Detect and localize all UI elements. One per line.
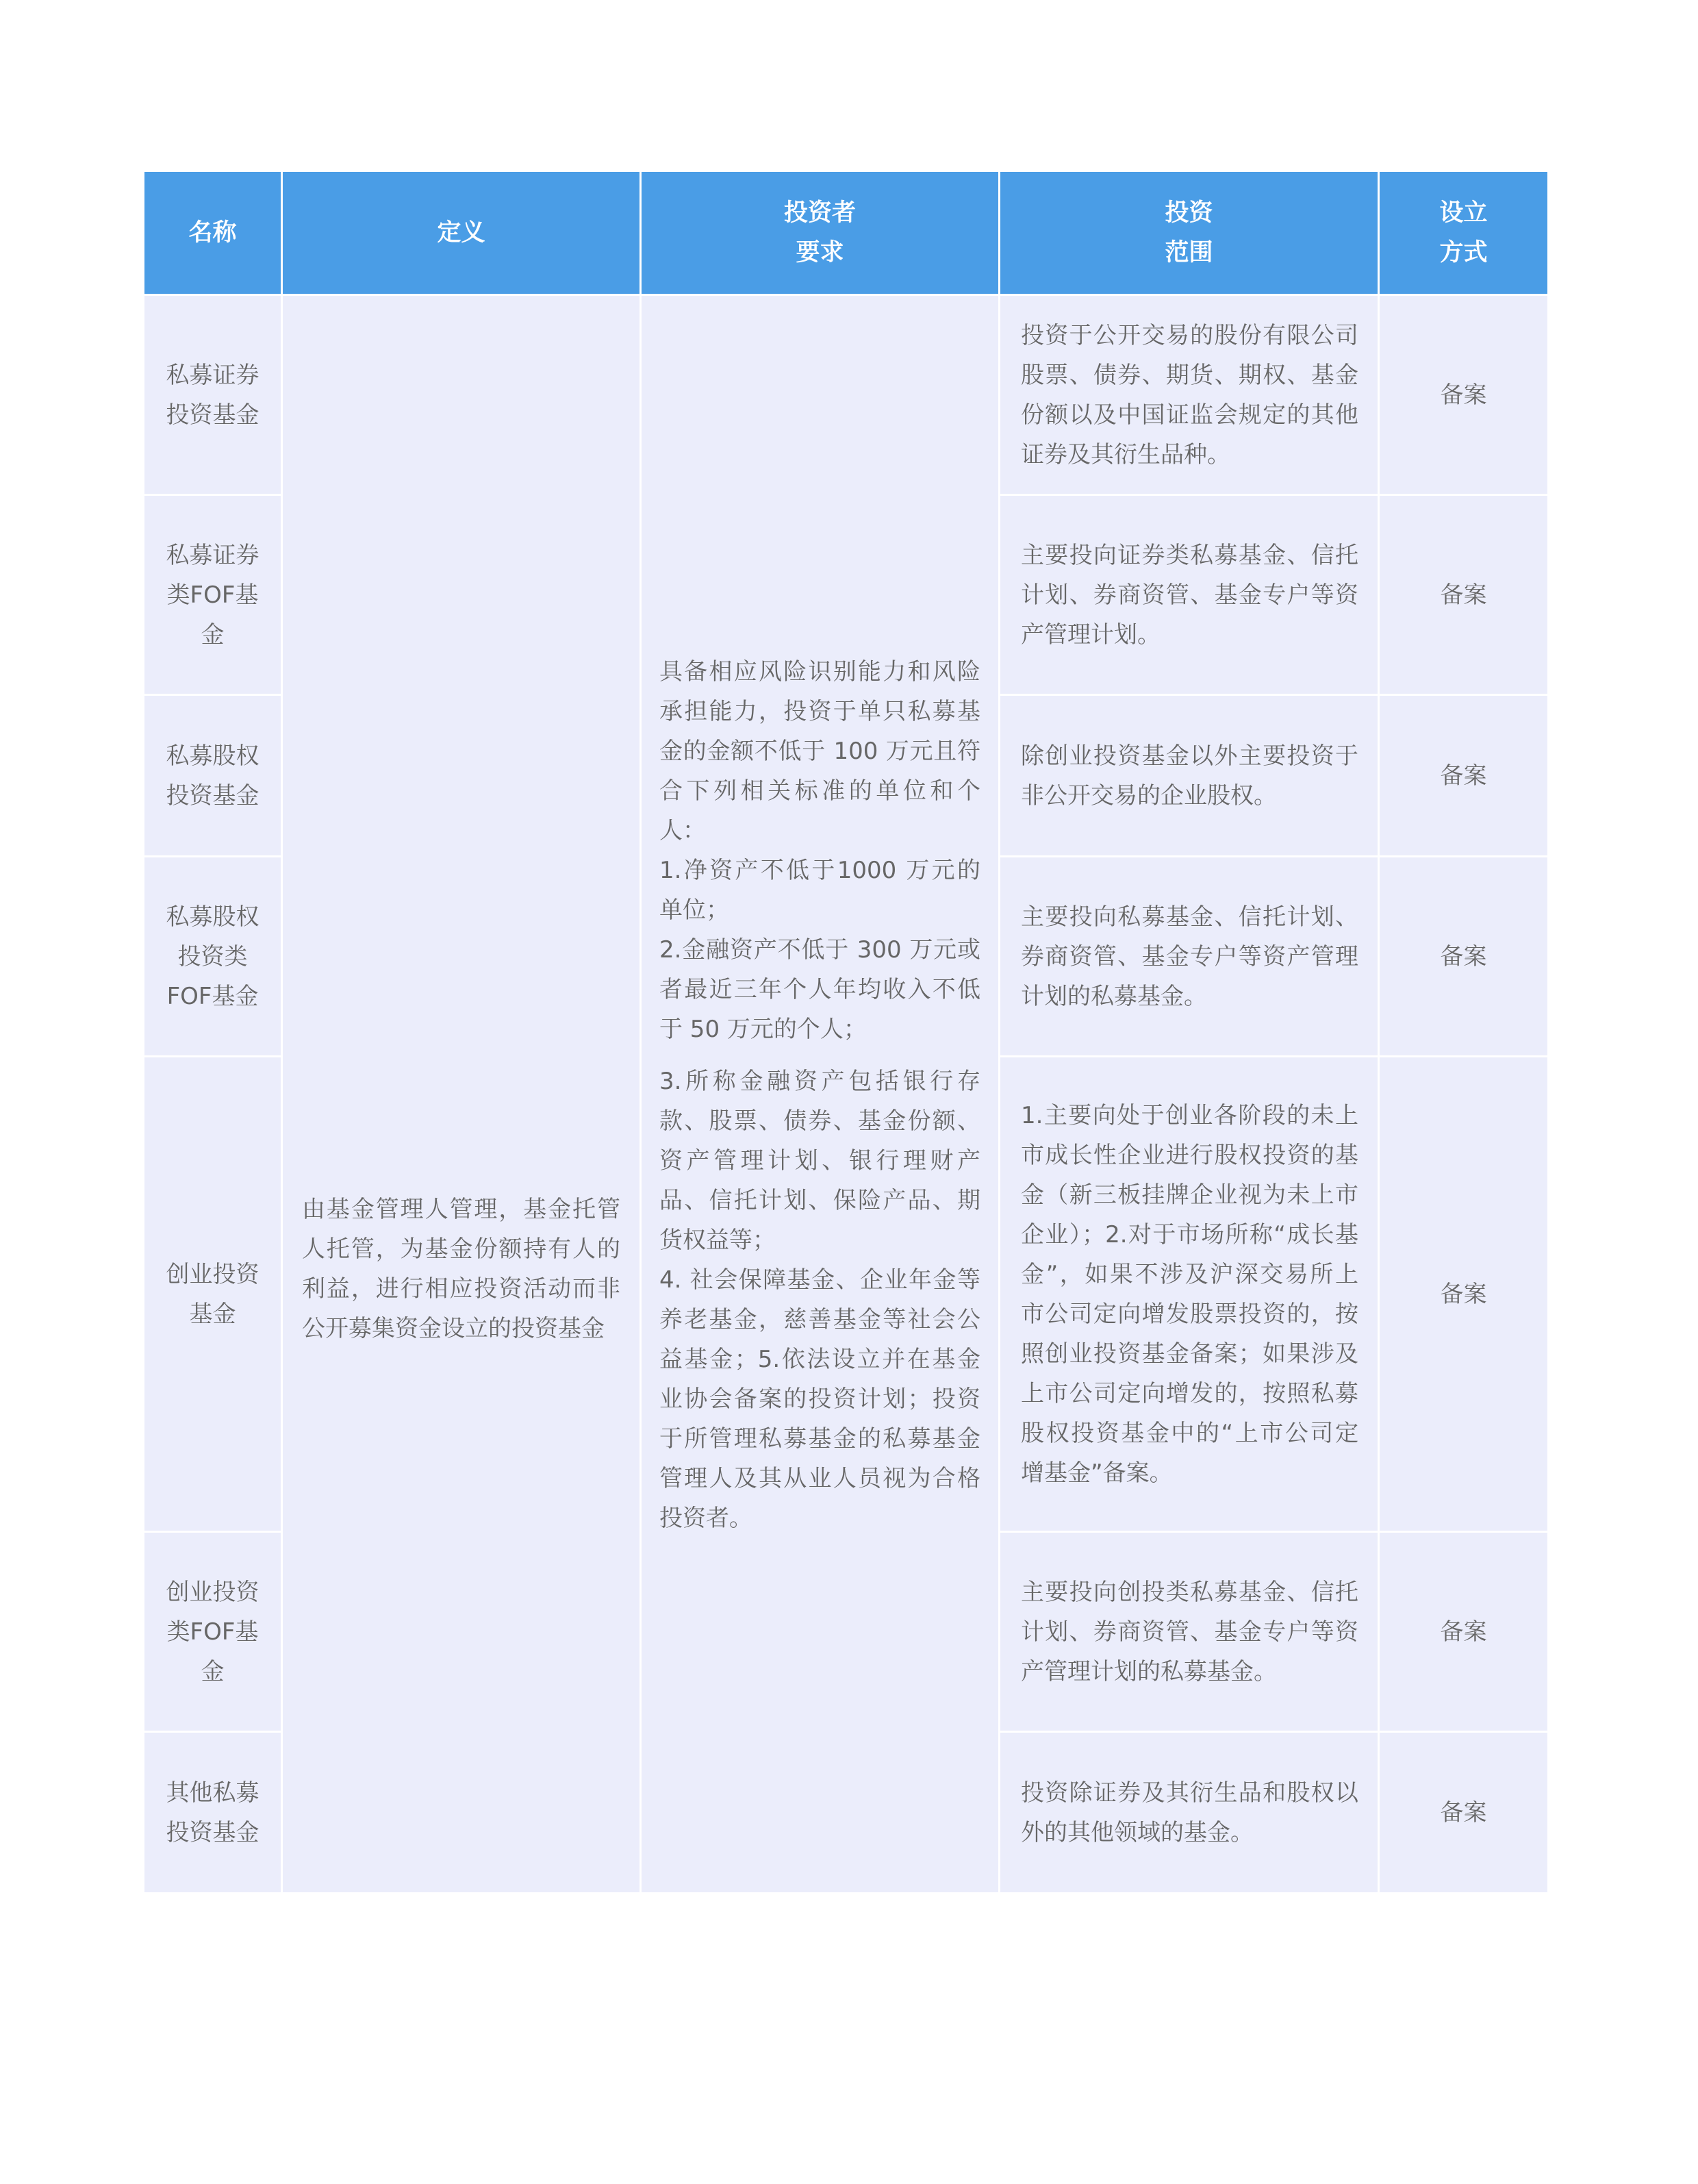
investment-scope: 投资于公开交易的股份有限公司股票、债券、期货、期权、基金份额以及中国证监会规定的其他证券及其衍生品种。 bbox=[1000, 295, 1379, 495]
establish-method: 备案 bbox=[1379, 495, 1549, 695]
requirement-item: 1.净资产不低于1000 万元的单位； bbox=[659, 856, 980, 924]
header-name: 名称 bbox=[144, 171, 282, 295]
fund-name: 其他私募投资基金 bbox=[144, 1732, 282, 1894]
requirement-intro: 具备相应风险识别能力和风险承担能力，投资于单只私募基金的金额不低于 100 万元且符合下列相关标准的单位和个人： bbox=[659, 657, 980, 844]
investment-scope: 主要投向证券类私募基金、信托计划、券商资管、基金专户等资产管理计划。 bbox=[1000, 495, 1379, 695]
definition-cell bbox=[282, 295, 641, 1894]
table-header-row bbox=[144, 171, 1549, 295]
spacer bbox=[659, 1049, 980, 1062]
fund-name: 私募证券类FOF基金 bbox=[144, 495, 282, 695]
investment-scope: 主要投向私募基金、信托计划、券商资管、基金专户等资产管理计划的私募基金。 bbox=[1000, 857, 1379, 1057]
requirement-item: 3.所称金融资产包括银行存款、股票、债券、基金份额、资产管理计划、银行理财产品、信托计划、保险产品、期货权益等； bbox=[659, 1067, 980, 1254]
requirement-item: 4. 社会保障基金、企业年金等养老基金，慈善基金等社会公益基金；5.依法设立并在基金业协会备案的投资计划；投资于所管理私募基金的私募基金管理人及其从业人员视为合格投资者。 bbox=[659, 1266, 980, 1532]
fund-name: 创业投资类FOF基金 bbox=[144, 1532, 282, 1732]
investment-scope: 投资除证券及其衍生品和股权以外的其他领域的基金。 bbox=[1000, 1732, 1379, 1894]
investment-scope: 1.主要向处于创业各阶段的未上市成长性企业进行股权投资的基金（新三板挂牌企业视为未上市企业）；2.对于市场所称“成长基金”，如果不涉及沪深交易所上市公司定向增发股票投资的，按照创业投资基金备案；如果涉及上市公司定向增发的，按照私募股权投资基金中的“上市公司定增基金”备案。 bbox=[1000, 1057, 1379, 1532]
establish-method: 备案 bbox=[1379, 695, 1549, 857]
establish-method: 备案 bbox=[1379, 857, 1549, 1057]
header-establish-method: 设立 方式 bbox=[1379, 171, 1549, 295]
establish-method: 备案 bbox=[1379, 1732, 1549, 1894]
establish-method: 备案 bbox=[1379, 295, 1549, 495]
requirement-item: 2.金融资产不低于 300 万元或者最近三年个人年均收入不低于 50 万元的个人； bbox=[659, 936, 980, 1043]
establish-method: 备案 bbox=[1379, 1057, 1549, 1532]
fund-name: 私募股权投资类FOF基金 bbox=[144, 857, 282, 1057]
definition-text: 由基金管理人管理，基金托管人托管，为基金份额持有人的利益，进行相应投资活动而非公开募集资金设立的投资基金 bbox=[302, 1195, 620, 1342]
investment-scope: 除创业投资基金以外主要投资于非公开交易的企业股权。 bbox=[1000, 695, 1379, 857]
establish-method: 备案 bbox=[1379, 1532, 1549, 1732]
fund-name: 创业投资基金 bbox=[144, 1057, 282, 1532]
fund-comparison-table bbox=[142, 170, 1549, 1894]
investment-scope: 主要投向创投类私募基金、信托计划、券商资管、基金专户等资产管理计划的私募基金。 bbox=[1000, 1532, 1379, 1732]
header-investment-scope: 投资 范围 bbox=[1000, 171, 1379, 295]
fund-name: 私募股权投资基金 bbox=[144, 695, 282, 857]
header-investor-requirement: 投资者 要求 bbox=[641, 171, 1000, 295]
table-row bbox=[144, 295, 1549, 495]
fund-name: 私募证券投资基金 bbox=[144, 295, 282, 495]
header-definition: 定义 bbox=[282, 171, 641, 295]
investor-requirement-cell bbox=[641, 295, 1000, 1894]
